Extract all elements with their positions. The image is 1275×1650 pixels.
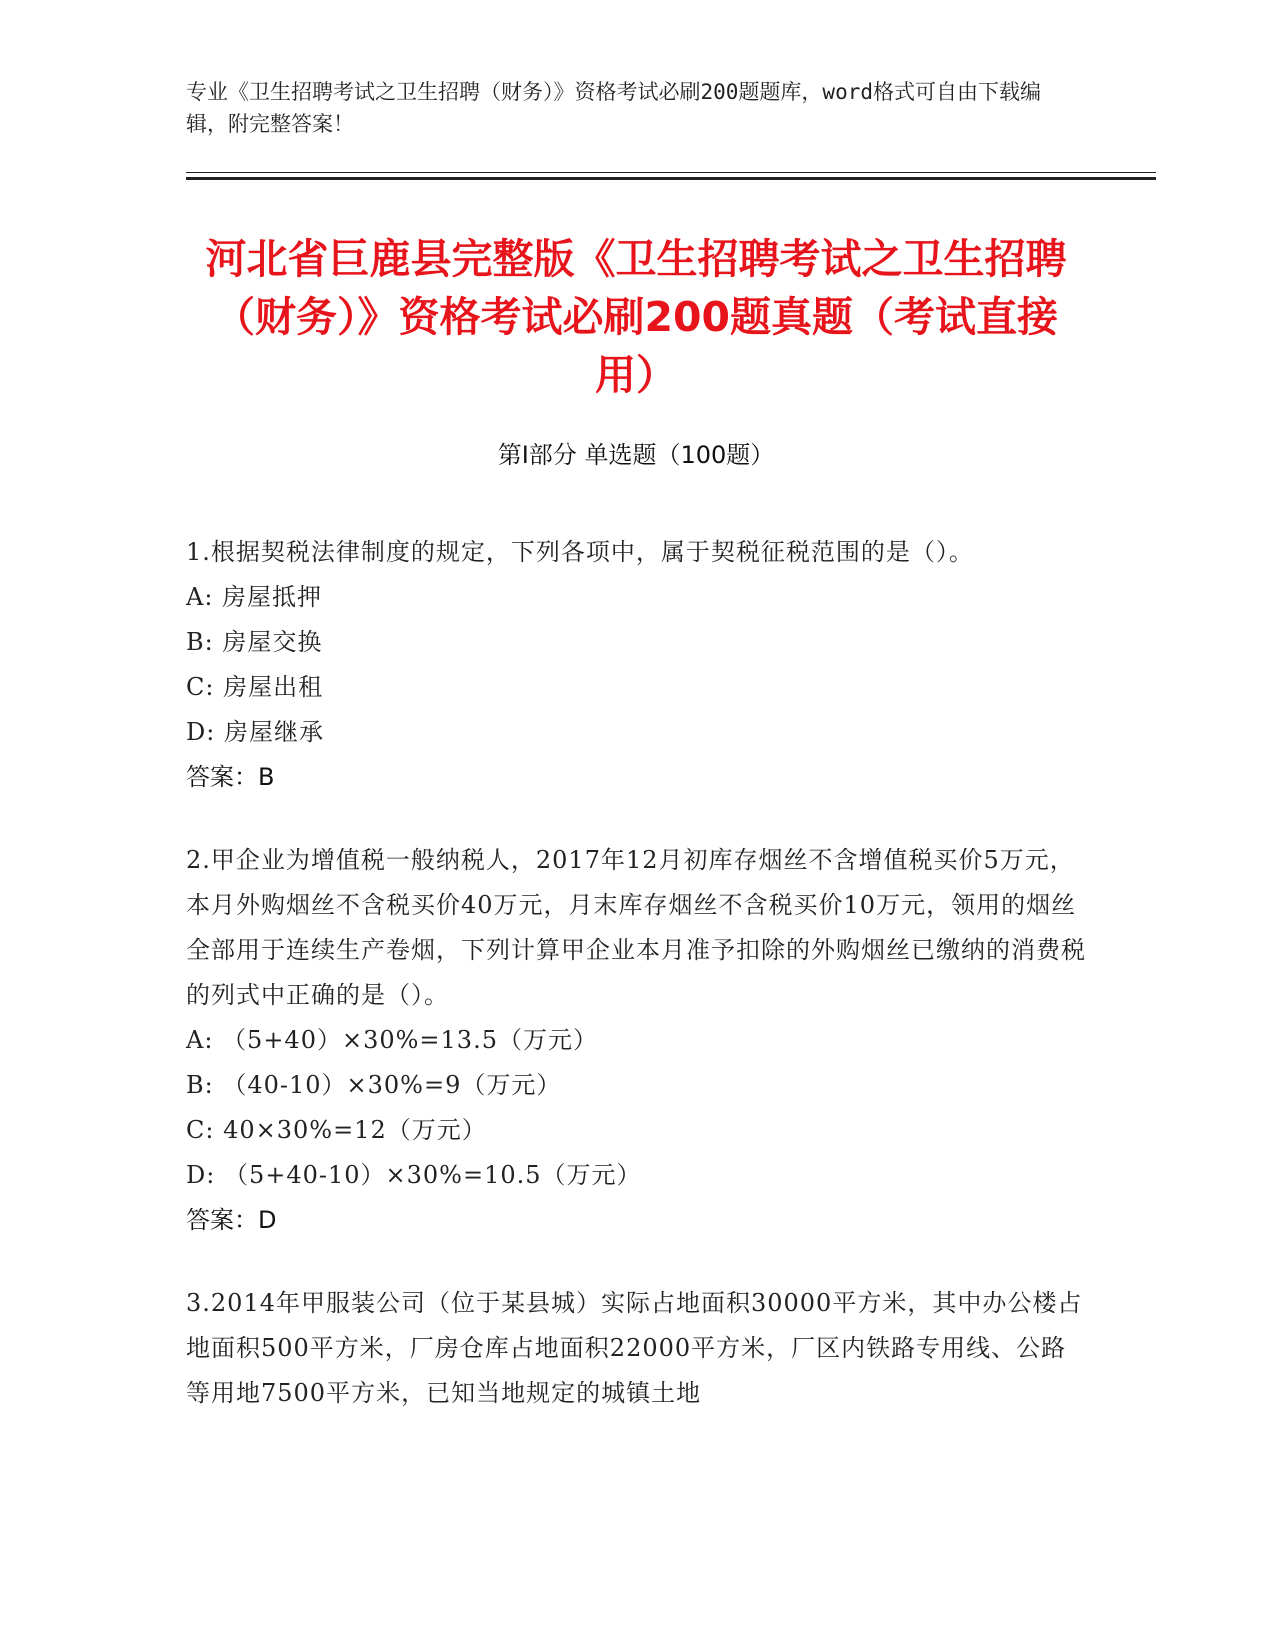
option-b: B: （40-10）×30%=9（万元）: [186, 1071, 562, 1099]
option-d: D: （5+40-10）×30%=10.5（万元）: [186, 1161, 642, 1189]
answer: 答案：D: [186, 1206, 277, 1234]
question-1: [186, 530, 1086, 800]
header-note: 专业《卫生招聘考试之卫生招聘（财务）》资格考试必刷200题题库，word格式可自由下载编辑，附完整答案！: [186, 80, 1041, 136]
option-b: B: 房屋交换: [186, 628, 323, 656]
answer: 答案：B: [186, 763, 275, 791]
option-d: D: 房屋继承: [186, 718, 324, 746]
option-c: C: 房屋出租: [186, 673, 324, 701]
question-stem: 3.2014年甲服装公司（位于某县城）实际占地面积30000平方米，其中办公楼占地面积500平方米，厂房仓库占地面积22000平方米，厂区内铁路专用线、公路等用地7500平方米，已知当地规定的城镇土地: [186, 1289, 1083, 1407]
question-stem: 1.根据契税法律制度的规定，下列各项中，属于契税征税范围的是（）。: [186, 538, 974, 566]
question-2: [186, 838, 1086, 1243]
option-a: A: （5+40）×30%=13.5（万元）: [186, 1026, 598, 1054]
option-c: C: 40×30%=12（万元）: [186, 1116, 487, 1144]
header-divider-thin: [186, 172, 1156, 173]
question-3: [186, 1281, 1086, 1416]
option-a: A: 房屋抵押: [186, 583, 323, 611]
question-stem: 2.甲企业为增值税一般纳税人，2017年12月初库存烟丝不含增值税买价5万元，本月外购烟丝不含税买价40万元，月末库存烟丝不含税买价10万元，领用的烟丝全部用于连续生产卷烟，下列计算甲企业本月准予扣除的外购烟丝已缴纳的消费税的列式中正确的是（）。: [186, 846, 1086, 1009]
document-title: 河北省巨鹿县完整版《卫生招聘考试之卫生招聘（财务）》资格考试必刷200题真题（考试直接用）: [205, 235, 1067, 399]
section-title: 第Ⅰ部分 单选题（100题）: [497, 441, 775, 469]
question-list: [186, 530, 1086, 1454]
header-divider-thick: [186, 177, 1156, 180]
